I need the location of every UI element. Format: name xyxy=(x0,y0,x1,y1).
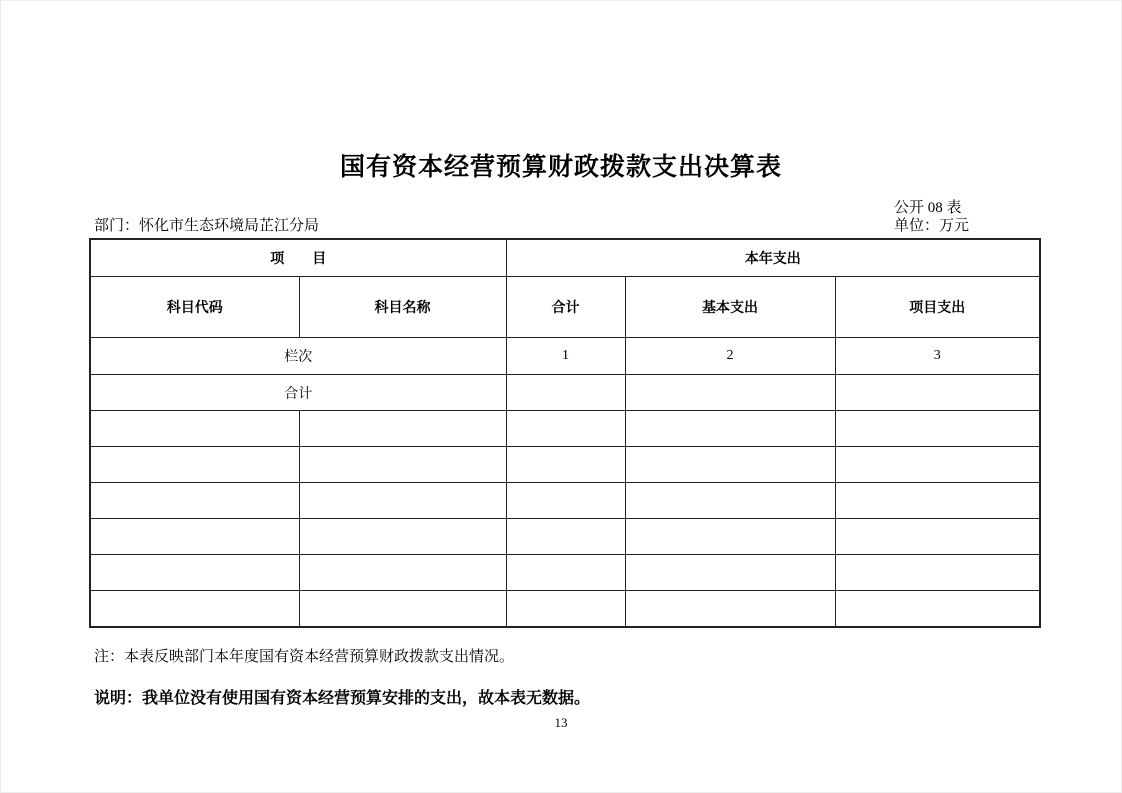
column-index-cell: 2 xyxy=(625,338,835,375)
total-row-value-cell xyxy=(625,375,835,411)
empty-data-row xyxy=(90,483,1040,519)
page-number: 13 xyxy=(554,715,568,730)
empty-cell xyxy=(835,411,1040,447)
empty-cell xyxy=(506,591,625,628)
empty-cell xyxy=(299,447,506,483)
project-expenditure-header-cell: 项目支出 xyxy=(835,277,1040,338)
empty-cell xyxy=(299,519,506,555)
empty-cell xyxy=(835,591,1040,628)
basic-expenditure-header-cell: 基本支出 xyxy=(625,277,835,338)
empty-cell xyxy=(299,555,506,591)
table-note: 注：本表反映部门本年度国有资本经营预算财政拨款支出情况。 xyxy=(94,649,515,665)
empty-cell xyxy=(506,519,625,555)
no-data-statement: 说明：我单位没有使用国有资本经营预算安排的支出，故本表无数据。 xyxy=(94,690,591,707)
empty-cell xyxy=(90,411,299,447)
document-title: 国有资本经营预算财政拨款支出决算表 xyxy=(339,153,782,181)
total-header-cell: 合计 xyxy=(506,277,625,338)
empty-cell xyxy=(506,411,625,447)
empty-data-row xyxy=(90,591,1040,628)
empty-cell xyxy=(506,447,625,483)
year-expenditure-header-cell: 本年支出 xyxy=(506,239,1040,277)
table-header-row-1 xyxy=(90,239,1040,277)
item-header-cell: 项 目 xyxy=(90,239,506,277)
empty-cell xyxy=(90,519,299,555)
empty-cell xyxy=(835,555,1040,591)
total-row-value-cell xyxy=(835,375,1040,411)
empty-cell xyxy=(835,483,1040,519)
budget-table xyxy=(89,238,1041,628)
form-code-label: 公开 08 表 xyxy=(894,200,962,216)
empty-data-row xyxy=(90,555,1040,591)
empty-cell xyxy=(90,483,299,519)
column-index-row xyxy=(90,338,1040,375)
subject-name-header-cell: 科目名称 xyxy=(299,277,506,338)
empty-cell xyxy=(625,411,835,447)
column-index-cell: 1 xyxy=(506,338,625,375)
empty-data-row xyxy=(90,519,1040,555)
empty-cell xyxy=(90,591,299,628)
empty-cell xyxy=(835,447,1040,483)
empty-cell xyxy=(299,411,506,447)
empty-cell xyxy=(506,555,625,591)
empty-cell xyxy=(625,483,835,519)
table-header-row-2 xyxy=(90,277,1040,338)
empty-cell xyxy=(299,591,506,628)
empty-cell xyxy=(835,519,1040,555)
empty-data-row xyxy=(90,411,1040,447)
department-label: 部门：怀化市生态环境局芷江分局 xyxy=(94,218,320,234)
empty-data-row xyxy=(90,447,1040,483)
empty-cell xyxy=(299,483,506,519)
empty-cell xyxy=(506,483,625,519)
unit-label: 单位：万元 xyxy=(894,218,970,234)
column-index-cell: 3 xyxy=(835,338,1040,375)
subject-code-header-cell: 科目代码 xyxy=(90,277,299,338)
empty-cell xyxy=(625,555,835,591)
empty-cell xyxy=(625,447,835,483)
total-row-label-cell: 合计 xyxy=(90,375,506,411)
empty-cell xyxy=(625,591,835,628)
column-index-label-cell: 栏次 xyxy=(90,338,506,375)
total-row-value-cell xyxy=(506,375,625,411)
empty-cell xyxy=(90,447,299,483)
empty-cell xyxy=(625,519,835,555)
empty-cell xyxy=(90,555,299,591)
total-row xyxy=(90,375,1040,411)
